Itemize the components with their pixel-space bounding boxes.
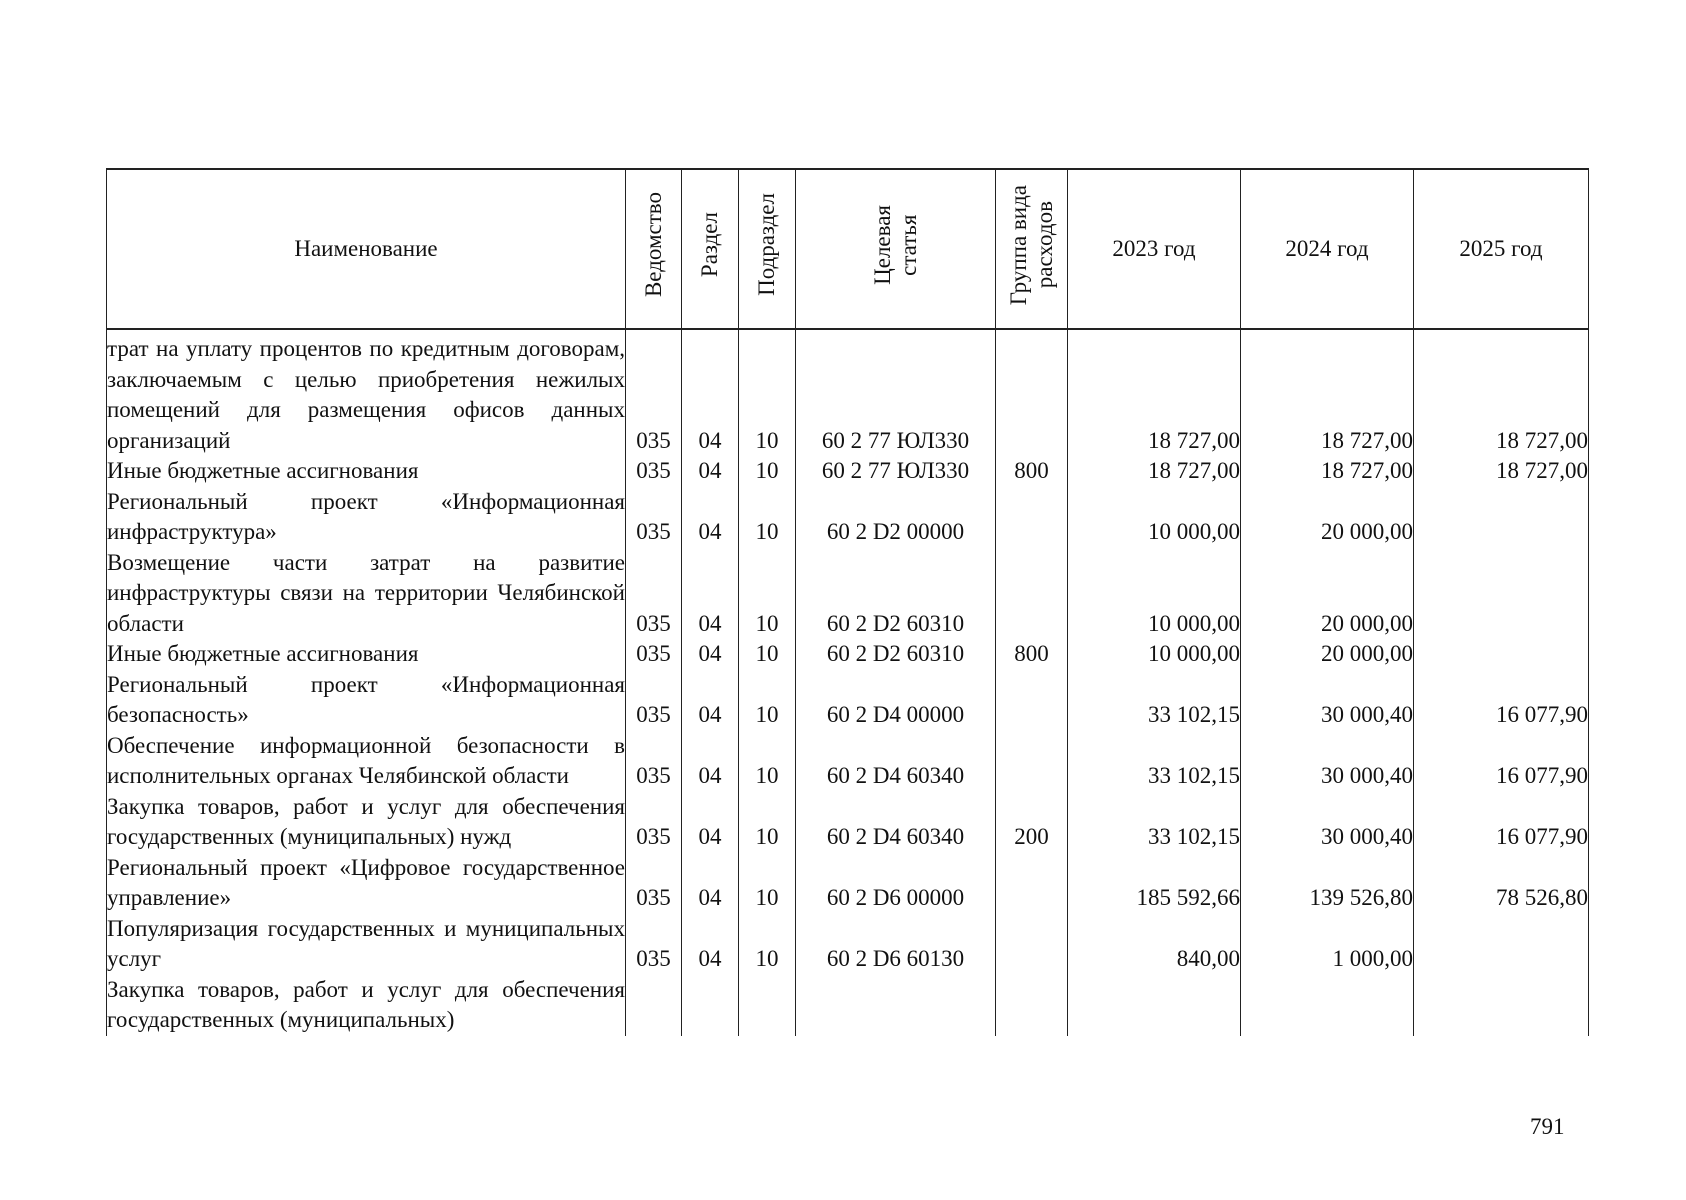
- row-2025: [1414, 487, 1589, 548]
- row-podrazdel: 10: [739, 548, 796, 640]
- row-2024: 1 000,00: [1241, 914, 1414, 975]
- row-razdel: 04: [682, 456, 739, 487]
- row-vid-rashodov: 800: [996, 456, 1068, 487]
- header-2025: 2025 год: [1414, 169, 1589, 329]
- row-razdel: 04: [682, 487, 739, 548]
- row-razdel: 04: [682, 329, 739, 456]
- row-vedomstvo: 035: [626, 853, 682, 914]
- row-celevaya-statya: 60 2 D2 60310: [796, 548, 996, 640]
- row-2023: 840,00: [1068, 914, 1241, 975]
- table-row: [107, 731, 1589, 792]
- row-podrazdel: 10: [739, 456, 796, 487]
- row-2025: [1414, 548, 1589, 640]
- row-2024: 18 727,00: [1241, 456, 1414, 487]
- row-vedomstvo: 035: [626, 914, 682, 975]
- row-vedomstvo: [626, 975, 682, 1036]
- row-vedomstvo: 035: [626, 487, 682, 548]
- row-celevaya-statya: 60 2 77 ЮЛ330: [796, 329, 996, 456]
- row-2024: 139 526,80: [1241, 853, 1414, 914]
- row-vid-rashodov: [996, 487, 1068, 548]
- row-vid-rashodov: [996, 914, 1068, 975]
- row-name: Популяризация государственных и муниципальных услуг: [107, 914, 626, 975]
- row-razdel: 04: [682, 853, 739, 914]
- row-vedomstvo: 035: [626, 548, 682, 640]
- row-2025: [1414, 639, 1589, 670]
- table-row: [107, 329, 1589, 456]
- row-razdel: 04: [682, 548, 739, 640]
- row-podrazdel: 10: [739, 670, 796, 731]
- row-name: Закупка товаров, работ и услуг для обеспечения государственных (муниципальных) нужд: [107, 792, 626, 853]
- row-celevaya-statya: 60 2 77 ЮЛ330: [796, 456, 996, 487]
- row-razdel: [682, 975, 739, 1036]
- row-name: Закупка товаров, работ и услуг для обеспечения государственных (муниципальных): [107, 975, 626, 1036]
- budget-table: [106, 168, 1589, 1036]
- row-razdel: 04: [682, 731, 739, 792]
- row-podrazdel: 10: [739, 731, 796, 792]
- row-2023: 185 592,66: [1068, 853, 1241, 914]
- row-2024: [1241, 975, 1414, 1036]
- row-2023: 33 102,15: [1068, 731, 1241, 792]
- row-name: Возмещение части затрат на развитие инфраструктуры связи на территории Челябинской области: [107, 548, 626, 640]
- row-vedomstvo: 035: [626, 731, 682, 792]
- row-2025: 16 077,90: [1414, 670, 1589, 731]
- row-name: Обеспечение информационной безопасности в исполнительных органах Челябинской области: [107, 731, 626, 792]
- table-row: [107, 548, 1589, 640]
- row-celevaya-statya: 60 2 D4 60340: [796, 792, 996, 853]
- row-2023: 10 000,00: [1068, 639, 1241, 670]
- row-2024: 30 000,40: [1241, 792, 1414, 853]
- row-2025: 16 077,90: [1414, 731, 1589, 792]
- row-2025: 18 727,00: [1414, 329, 1589, 456]
- row-celevaya-statya: 60 2 D4 00000: [796, 670, 996, 731]
- row-vid-rashodov: [996, 329, 1068, 456]
- row-2025: [1414, 975, 1589, 1036]
- header-name: Наименование: [107, 169, 626, 329]
- row-celevaya-statya: 60 2 D4 60340: [796, 731, 996, 792]
- row-2025: 16 077,90: [1414, 792, 1589, 853]
- row-2023: 33 102,15: [1068, 792, 1241, 853]
- table-header-row: [107, 169, 1589, 329]
- row-vid-rashodov: [996, 548, 1068, 640]
- row-razdel: 04: [682, 792, 739, 853]
- row-vid-rashodov: [996, 670, 1068, 731]
- row-vid-rashodov: 200: [996, 792, 1068, 853]
- header-podrazdel: Подраздел: [739, 169, 796, 329]
- row-podrazdel: 10: [739, 639, 796, 670]
- row-vedomstvo: 035: [626, 329, 682, 456]
- table-row: [107, 456, 1589, 487]
- row-2025: [1414, 914, 1589, 975]
- table-row: [107, 670, 1589, 731]
- table-row: [107, 792, 1589, 853]
- row-razdel: 04: [682, 670, 739, 731]
- row-celevaya-statya: 60 2 D6 00000: [796, 853, 996, 914]
- row-vid-rashodov: [996, 853, 1068, 914]
- row-2024: 20 000,00: [1241, 487, 1414, 548]
- row-2025: 78 526,80: [1414, 853, 1589, 914]
- row-2023: 18 727,00: [1068, 456, 1241, 487]
- header-gruppa-vida-rashodov: Группа вида расходов: [996, 169, 1068, 329]
- row-vedomstvo: 035: [626, 456, 682, 487]
- row-name: Региональный проект «Информационная инфраструктура»: [107, 487, 626, 548]
- header-razdel: Раздел: [682, 169, 739, 329]
- row-celevaya-statya: [796, 975, 996, 1036]
- header-2023: 2023 год: [1068, 169, 1241, 329]
- row-celevaya-statya: 60 2 D6 60130: [796, 914, 996, 975]
- row-2023: 10 000,00: [1068, 548, 1241, 640]
- row-2024: 30 000,40: [1241, 670, 1414, 731]
- row-razdel: 04: [682, 914, 739, 975]
- row-podrazdel: 10: [739, 487, 796, 548]
- row-name: трат на уплату процентов по кредитным договорам, заключаемым с целью приобретения нежилых помещений для размещения офисов данных организаций: [107, 329, 626, 456]
- table-row: [107, 487, 1589, 548]
- row-name: Иные бюджетные ассигнования: [107, 456, 626, 487]
- row-name: Региональный проект «Информационная безопасность»: [107, 670, 626, 731]
- header-2024: 2024 год: [1241, 169, 1414, 329]
- page-number: 791: [1530, 1114, 1565, 1139]
- row-podrazdel: 10: [739, 914, 796, 975]
- row-podrazdel: 10: [739, 853, 796, 914]
- row-2023: [1068, 975, 1241, 1036]
- table-row: [107, 914, 1589, 975]
- row-2024: 20 000,00: [1241, 639, 1414, 670]
- row-2023: 10 000,00: [1068, 487, 1241, 548]
- row-name: Иные бюджетные ассигнования: [107, 639, 626, 670]
- row-2024: 18 727,00: [1241, 329, 1414, 456]
- row-vedomstvo: 035: [626, 670, 682, 731]
- header-vedomstvo: Ведомство: [626, 169, 682, 329]
- table-row: [107, 853, 1589, 914]
- row-name: Региональный проект «Цифровое государственное управление»: [107, 853, 626, 914]
- row-celevaya-statya: 60 2 D2 60310: [796, 639, 996, 670]
- header-celevaya-statya: Целевая статья: [796, 169, 996, 329]
- row-podrazdel: 10: [739, 792, 796, 853]
- row-2024: 20 000,00: [1241, 548, 1414, 640]
- row-2024: 30 000,40: [1241, 731, 1414, 792]
- row-vedomstvo: 035: [626, 639, 682, 670]
- row-vid-rashodov: 800: [996, 639, 1068, 670]
- row-2025: 18 727,00: [1414, 456, 1589, 487]
- row-celevaya-statya: 60 2 D2 00000: [796, 487, 996, 548]
- row-vedomstvo: 035: [626, 792, 682, 853]
- row-vid-rashodov: [996, 731, 1068, 792]
- row-podrazdel: 10: [739, 329, 796, 456]
- row-2023: 18 727,00: [1068, 329, 1241, 456]
- row-vid-rashodov: [996, 975, 1068, 1036]
- row-2023: 33 102,15: [1068, 670, 1241, 731]
- row-podrazdel: [739, 975, 796, 1036]
- row-razdel: 04: [682, 639, 739, 670]
- table-row: [107, 639, 1589, 670]
- table-row: [107, 975, 1589, 1036]
